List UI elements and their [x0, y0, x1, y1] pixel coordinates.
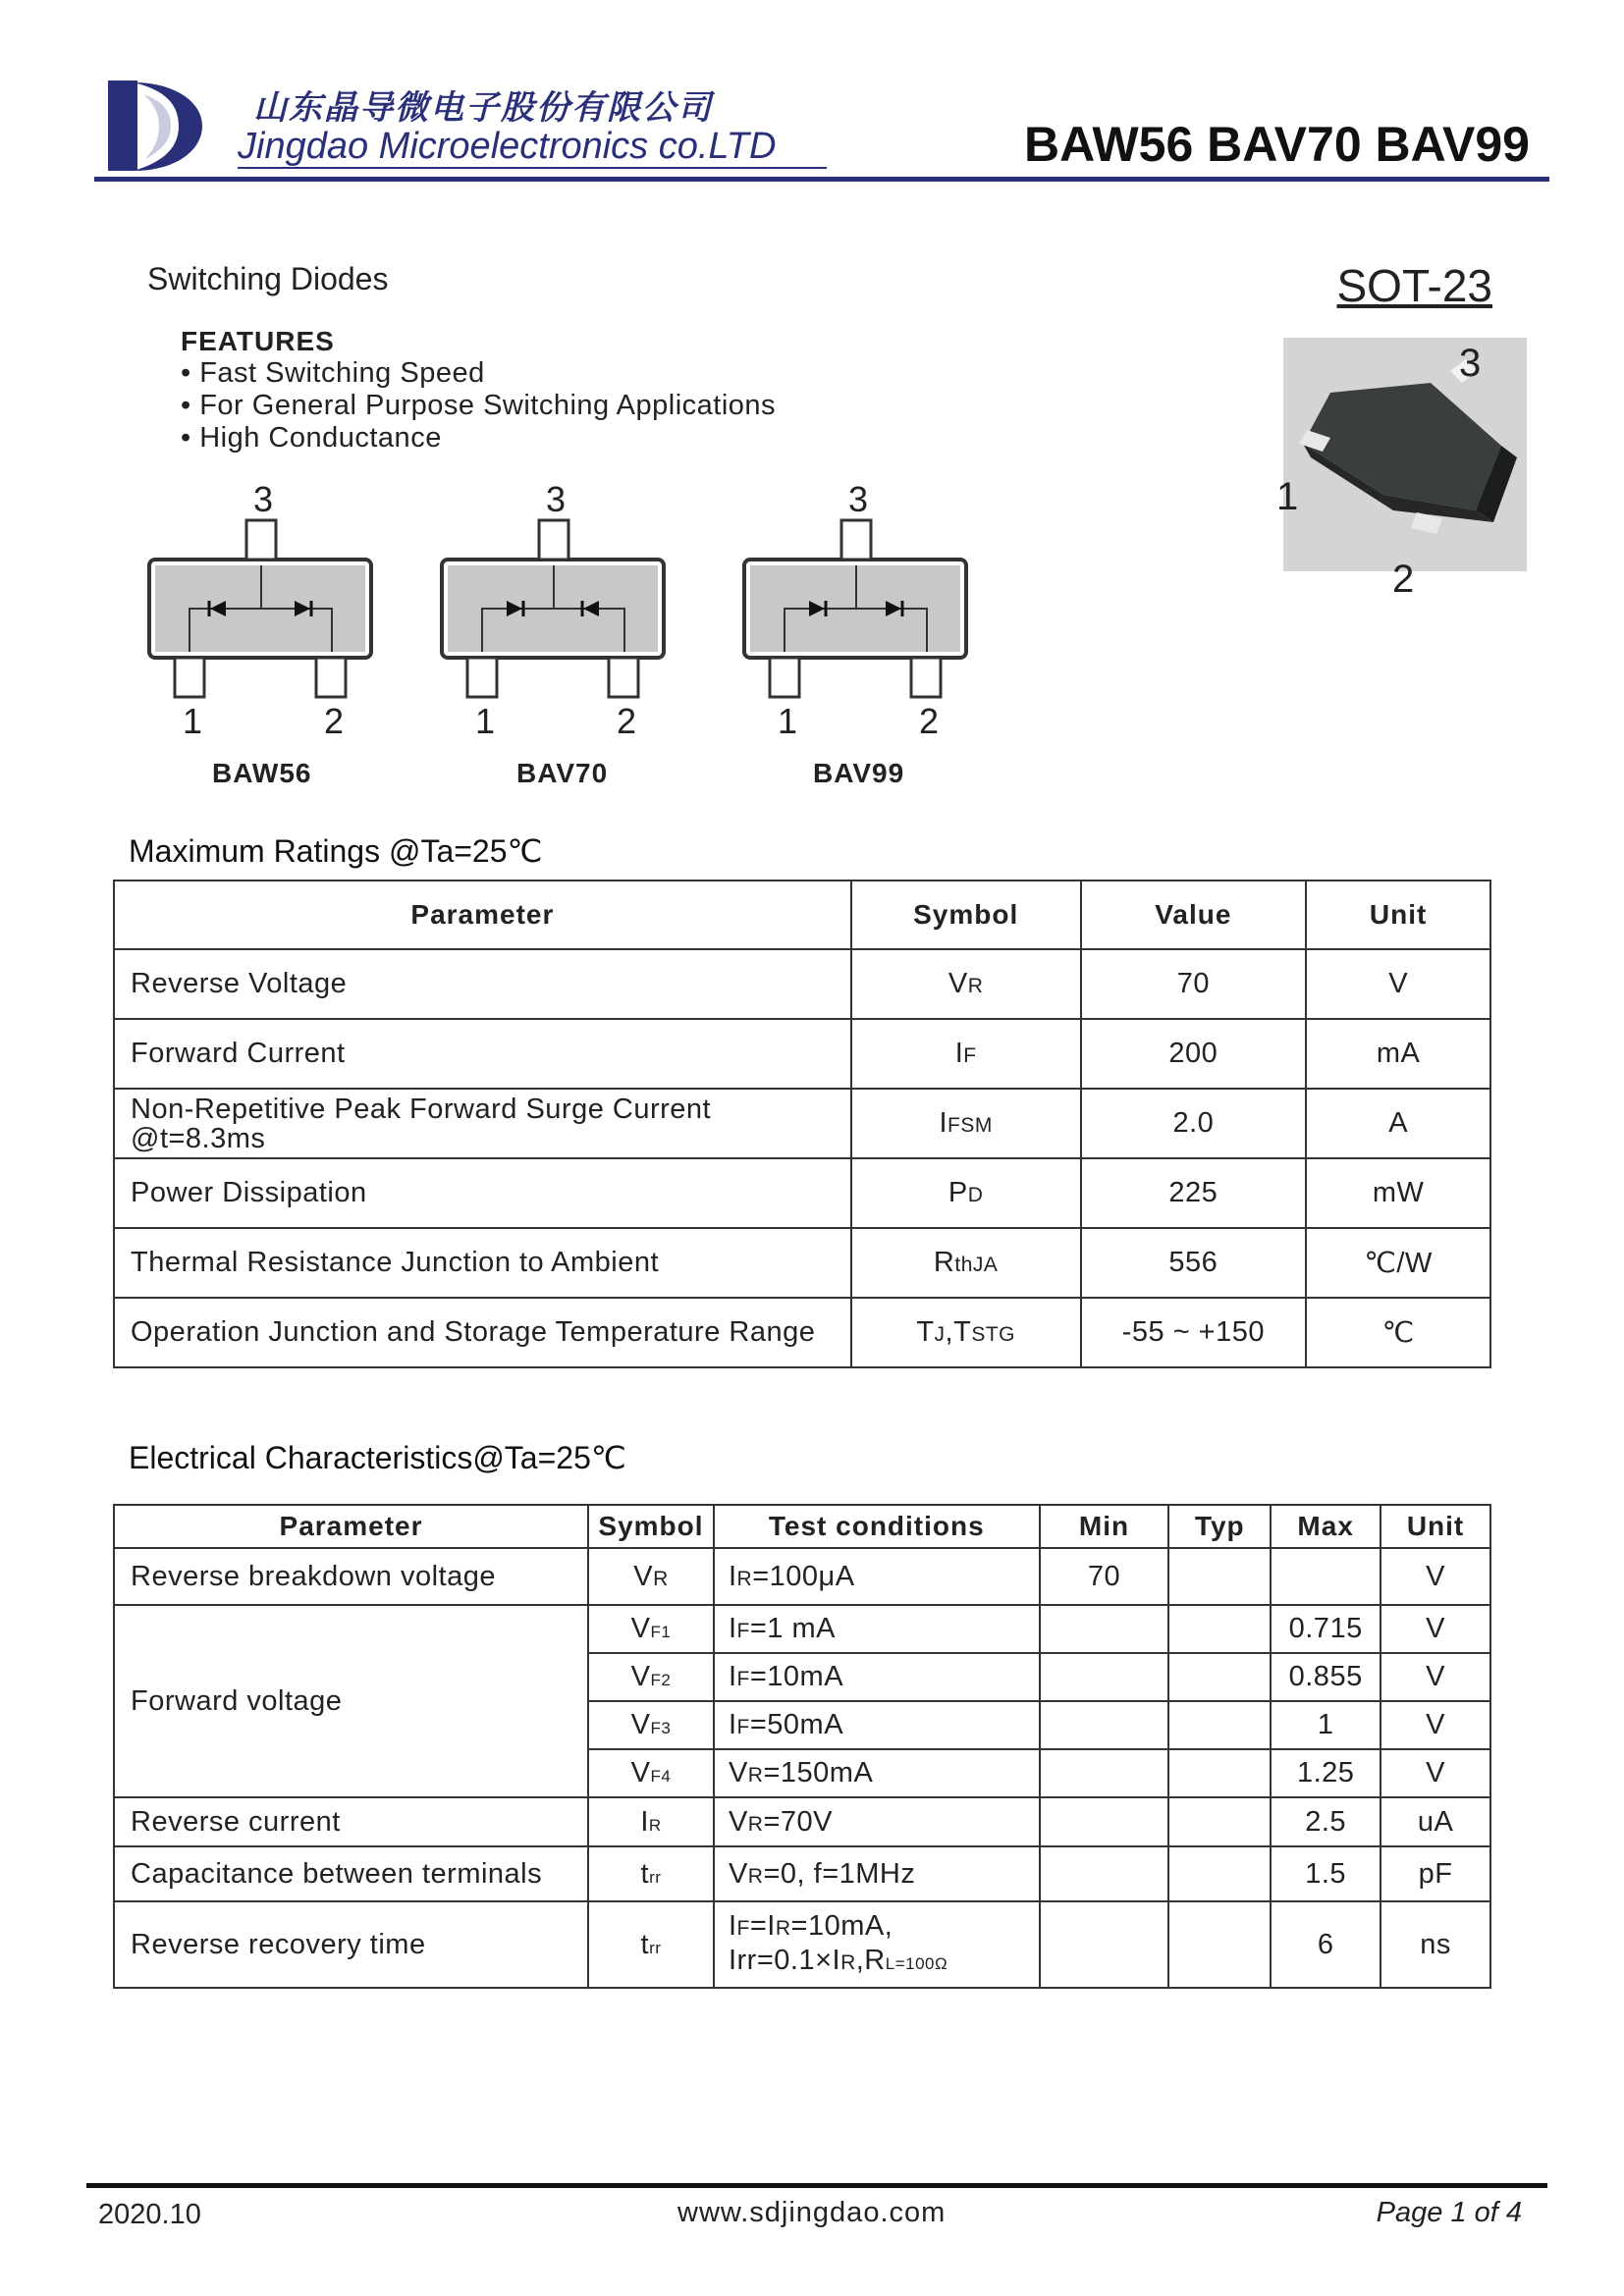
unit-cell: V [1380, 1548, 1490, 1605]
param-cell: Reverse Voltage [114, 949, 851, 1019]
condition-cell: IF=IR=10mA, Irr=0.1×IR,RL=100Ω [714, 1901, 1040, 1988]
package-pin-2-label: 2 [1392, 558, 1415, 601]
baw56-pin2-label: 2 [324, 701, 345, 741]
unit-cell: ℃/W [1306, 1228, 1490, 1298]
symbol-cell: IR [588, 1797, 714, 1846]
param-cell: Non-Repetitive Peak Forward Surge Current @t=8.3ms [114, 1089, 851, 1158]
param-cell: Operation Junction and Storage Temperature Range [114, 1298, 851, 1367]
unit-cell: V [1306, 949, 1490, 1019]
symbol-cell: VF3 [588, 1701, 714, 1749]
unit-cell: mW [1306, 1158, 1490, 1228]
typ-cell [1168, 1653, 1271, 1701]
param-cell: Reverse breakdown voltage [114, 1548, 588, 1605]
col-header-symbol: Symbol [851, 881, 1081, 949]
company-name-en: Jingdao Microelectronics co.LTD [238, 126, 777, 167]
bav99-pin1-label: 1 [778, 701, 798, 741]
unit-cell: uA [1380, 1797, 1490, 1846]
symbol-cell: trr [588, 1901, 714, 1988]
value-cell: 556 [1081, 1228, 1307, 1298]
part-numbers-title: BAW56 BAV70 BAV99 [1024, 117, 1530, 172]
col-header-value: Value [1081, 881, 1307, 949]
feature-item: • Fast Switching Speed [181, 357, 776, 390]
param-cell: Forward Current [114, 1019, 851, 1089]
min-cell [1040, 1653, 1169, 1701]
max-ratings-table [113, 880, 1491, 1368]
table-row [114, 1019, 1490, 1089]
col-header-test-conditions: Test conditions [714, 1505, 1040, 1548]
param-cell: Thermal Resistance Junction to Ambient [114, 1228, 851, 1298]
unit-cell: ns [1380, 1901, 1490, 1988]
baw56-diagram [145, 510, 381, 717]
table-row [114, 1797, 1490, 1846]
unit-cell: V [1380, 1653, 1490, 1701]
bav99-diagram [740, 510, 976, 717]
symbol-cell: VF2 [588, 1653, 714, 1701]
max-cell: 6 [1271, 1901, 1380, 1988]
feature-item: • For General Purpose Switching Applications [181, 390, 776, 422]
typ-cell [1168, 1548, 1271, 1605]
unit-cell: V [1380, 1605, 1490, 1653]
package-pin-1-label: 1 [1276, 475, 1299, 518]
min-cell [1040, 1797, 1169, 1846]
package-name: SOT-23 [1336, 260, 1492, 311]
param-cell: Reverse current [114, 1797, 588, 1846]
symbol-cell: VF4 [588, 1749, 714, 1797]
max-cell: 1.25 [1271, 1749, 1380, 1797]
bav99-label: BAV99 [813, 758, 905, 788]
unit-cell: ℃ [1306, 1298, 1490, 1367]
table-row [114, 1846, 1490, 1901]
col-header-unit: Unit [1306, 881, 1490, 949]
company-underline [238, 167, 827, 169]
symbol-cell: PD [851, 1158, 1081, 1228]
product-category: Switching Diodes [147, 261, 389, 296]
bav99-pin3-label: 3 [848, 479, 869, 519]
symbol-cell: VR [588, 1548, 714, 1605]
bav70-pin1-label: 1 [475, 701, 496, 741]
unit-cell: pF [1380, 1846, 1490, 1901]
condition-cell: VR=70V [714, 1797, 1040, 1846]
condition-cell: IR=100μA [714, 1548, 1040, 1605]
col-header-unit: Unit [1380, 1505, 1490, 1548]
typ-cell [1168, 1749, 1271, 1797]
sot23-package-photo [1283, 338, 1527, 571]
max-cell: 1.5 [1271, 1846, 1380, 1901]
max-cell: 2.5 [1271, 1797, 1380, 1846]
param-cell: Power Dissipation [114, 1158, 851, 1228]
table-row [114, 1089, 1490, 1158]
value-cell: -55 ~ +150 [1081, 1298, 1307, 1367]
bav99-pin2-label: 2 [919, 701, 940, 741]
baw56-label: BAW56 [212, 758, 312, 788]
company-logo [106, 77, 206, 175]
min-cell: 70 [1040, 1548, 1169, 1605]
footer-page-number: Page 1 of 4 [1376, 2197, 1522, 2228]
table-row [114, 1548, 1490, 1605]
param-cell: Reverse recovery time [114, 1901, 588, 1988]
unit-cell: A [1306, 1089, 1490, 1158]
condition-cell: IF=1 mA [714, 1605, 1040, 1653]
max-ratings-title: Maximum Ratings @Ta=25℃ [129, 833, 543, 869]
col-header-parameter: Parameter [114, 881, 851, 949]
electrical-table [113, 1504, 1491, 1989]
unit-cell: V [1380, 1749, 1490, 1797]
baw56-pin1-label: 1 [183, 701, 203, 741]
typ-cell [1168, 1701, 1271, 1749]
features-heading: FEATURES [181, 326, 335, 356]
col-header-symbol: Symbol [588, 1505, 714, 1548]
max-cell: 0.715 [1271, 1605, 1380, 1653]
symbol-cell: RthJA [851, 1228, 1081, 1298]
col-header-min: Min [1040, 1505, 1169, 1548]
feature-item: • High Conductance [181, 422, 776, 454]
footer-divider [86, 2183, 1547, 2188]
min-cell [1040, 1701, 1169, 1749]
condition-cell: VR=150mA [714, 1749, 1040, 1797]
table-row [114, 1605, 1490, 1653]
value-cell: 70 [1081, 949, 1307, 1019]
value-cell: 225 [1081, 1158, 1307, 1228]
symbol-cell: trr [588, 1846, 714, 1901]
min-cell [1040, 1846, 1169, 1901]
symbol-cell: VR [851, 949, 1081, 1019]
condition-cell: IF=50mA [714, 1701, 1040, 1749]
footer-date: 2020.10 [98, 2199, 201, 2230]
min-cell [1040, 1605, 1169, 1653]
min-cell [1040, 1749, 1169, 1797]
bav70-pin3-label: 3 [546, 479, 567, 519]
param-cell: Forward voltage [114, 1605, 588, 1797]
typ-cell [1168, 1846, 1271, 1901]
symbol-cell: VF1 [588, 1605, 714, 1653]
col-header-max: Max [1271, 1505, 1380, 1548]
table-row [114, 949, 1490, 1019]
package-pin-3-label: 3 [1459, 342, 1482, 385]
unit-cell: mA [1306, 1019, 1490, 1089]
max-cell: 1 [1271, 1701, 1380, 1749]
table-row [114, 1158, 1490, 1228]
typ-cell [1168, 1797, 1271, 1846]
bav70-pin2-label: 2 [617, 701, 637, 741]
value-cell: 200 [1081, 1019, 1307, 1089]
table-header-row [114, 1505, 1490, 1548]
company-name-cn: 山东晶导微电子股份有限公司 [253, 89, 713, 127]
condition-cell: VR=0, f=1MHz [714, 1846, 1040, 1901]
electrical-title: Electrical Characteristics@Ta=25℃ [129, 1440, 626, 1475]
table-row [114, 1298, 1490, 1367]
col-header-typ: Typ [1168, 1505, 1271, 1548]
symbol-cell: IF [851, 1019, 1081, 1089]
max-cell: 0.855 [1271, 1653, 1380, 1701]
typ-cell [1168, 1605, 1271, 1653]
col-header-parameter: Parameter [114, 1505, 588, 1548]
value-cell: 2.0 [1081, 1089, 1307, 1158]
param-cell: Capacitance between terminals [114, 1846, 588, 1901]
symbol-cell: TJ,TSTG [851, 1298, 1081, 1367]
typ-cell [1168, 1901, 1271, 1988]
min-cell [1040, 1901, 1169, 1988]
bav70-label: BAV70 [516, 758, 609, 788]
bav70-diagram [438, 510, 674, 717]
condition-cell: IF=10mA [714, 1653, 1040, 1701]
table-header-row [114, 881, 1490, 949]
header-divider [94, 177, 1549, 182]
unit-cell: V [1380, 1701, 1490, 1749]
symbol-cell: IFSM [851, 1089, 1081, 1158]
sot23-chip-icon [1283, 338, 1527, 571]
table-row [114, 1228, 1490, 1298]
max-cell [1271, 1548, 1380, 1605]
footer-website-link[interactable]: www.sdjingdao.com [677, 2197, 947, 2228]
table-row [114, 1901, 1490, 1988]
features-list [181, 357, 776, 454]
baw56-pin3-label: 3 [253, 479, 274, 519]
